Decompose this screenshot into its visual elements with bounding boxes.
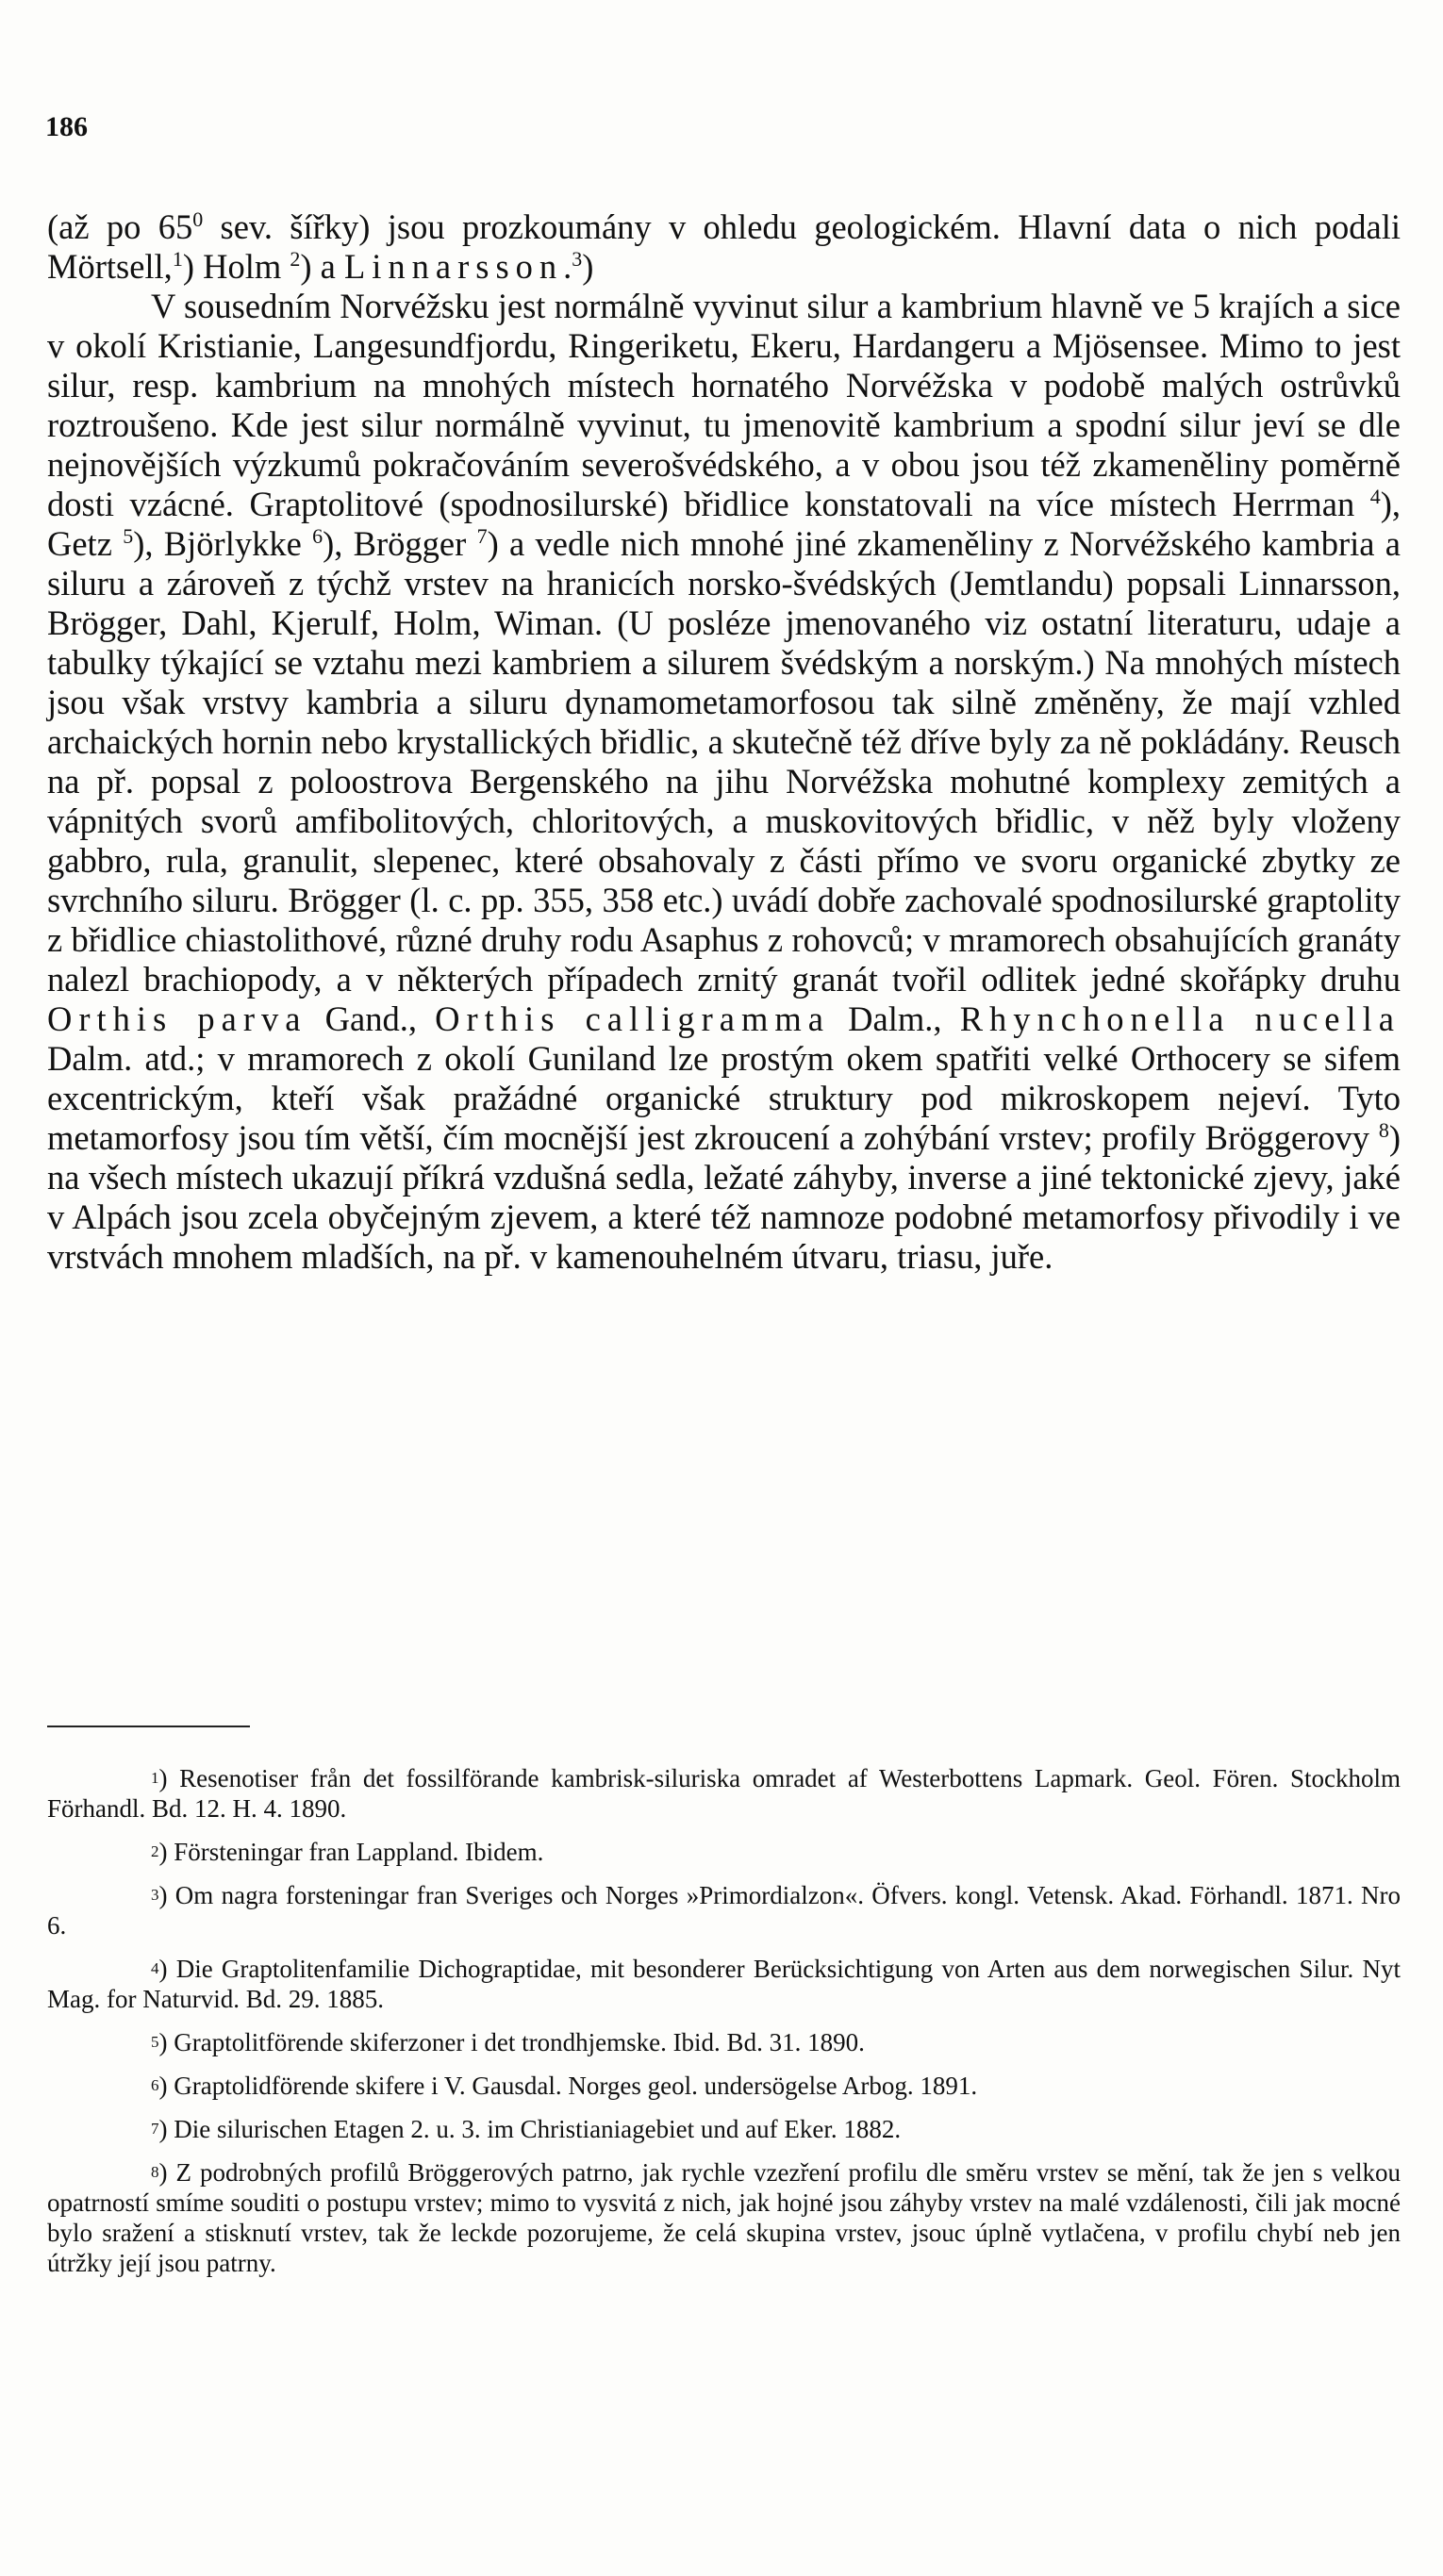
text-run: (až po 65	[47, 207, 193, 246]
footnote	[47, 2114, 1401, 2144]
paragraph	[47, 207, 1401, 287]
paragraph	[47, 287, 1401, 1277]
footnote-ref: 6	[312, 523, 323, 548]
page-number: 186	[45, 111, 88, 142]
footnote-mark: 8	[151, 2163, 159, 2181]
footnote-ref: 0	[192, 206, 204, 231]
text-run: ) a vedle nich mnohé jiné zkameněliny z Norvéžského kambria a siluru a zároveň z týchž vrstev na hranicích norsko-švédských (Jemtlandu) popsali Linnarsson, Brögger, Dahl, Kjerulf, Holm, Wiman. (U posléze jmenovaného viz ostatní literaturu, udaje a tabulky týkající se vztahu mezi kambriem a silurem švédským a norským.) Na mnohých místech jsou však vrstvy kambria a siluru dynamometamorfosou tak silně změněny, že mají vzhled archaických hornin nebo krystallických břidlic, a skutečně též dříve byly za ně pokládány. Reusch na př. popsal z poloostrova Bergenského na jihu Norvéžska mohutné komplexy zemitých a vápnitých svorů amfibolitových, chloritových, a muskovitových břidlic, v něž byly vloženy gabbro, rula, granulit, slepenec, které obsahovaly z části přímo ve svoru organické zbytky ze svrchního siluru. Brögger (l. c. pp. 355, 358 etc.) uvádí dobře zachovalé spodnosilurské graptolity z břidlice chiastolithové, různé druhy rodu Asaphus z rohovců; v mramorech obsahujících granáty nalezl brachiopody, a v některých případech zrnitý granát tvořil odlitek jedné skořápky druhu	[47, 524, 1401, 999]
footnote-ref: 1	[172, 246, 183, 271]
text-run: .	[563, 247, 572, 286]
text-run: V sousedním Norvéžsku jest normálně vyvinut silur a kambrium hlavně ve 5 krajích a sice v okolí Kristianie, Langesundfjordu, Ringeriketu, Ekeru, Hardangeru a Mjösensee. Mimo to jest silur, resp. kambrium na mnohých místech hornatého Norvéžska v podobě malých ostrůvků roztroušeno. Kde jest silur normálně vyvinut, tu jmenovitě kambrium a spodní silur jeví se dle nejnovějších výzkumů pokračováním severošvédského, a v obou jsou též zkameněliny poměrně dosti vzácné. Graptolitové (spodnosilurské) břidlice konstatovali na více místech Herrman	[47, 287, 1401, 523]
footnote-mark: 3	[151, 1886, 159, 1904]
footnote	[47, 1880, 1401, 1940]
footnote-ref: 8	[1378, 1117, 1389, 1142]
footnote-mark: 4	[151, 1959, 159, 1977]
footnote-ref: 3	[572, 246, 583, 271]
footnote-mark: 2	[151, 1842, 159, 1860]
footnote-ref: 5	[123, 523, 134, 548]
footnote	[47, 2071, 1401, 2101]
text-run: ) Holm	[182, 247, 290, 286]
footnote-text: ) Graptolidförende skifere i V. Gausdal. Norges geol. undersögelse Arbog. 1891.	[158, 2072, 978, 2100]
footnote	[47, 1763, 1401, 1824]
footnote-mark: 5	[151, 2033, 159, 2051]
body-text	[47, 207, 1401, 1277]
footnote-text: ) Die Graptolitenfamilie Dichograptidae, mit besonderer Berücksichtigung von Arten aus dem norwegischen Silur. Nyt Mag. for Naturvid. Bd. 29. 1885.	[47, 1955, 1401, 2013]
footnote-ref: 4	[1369, 484, 1381, 508]
text-run: sev. šířky) jsou prozkoumány v ohledu geologickém. Hlavní data o nich podali Mörtsell,	[47, 207, 1401, 286]
footnote-text: ) Die silurischen Etagen 2. u. 3. im Christianiagebiet und auf Eker. 1882.	[158, 2115, 902, 2143]
footnote	[47, 2157, 1401, 2278]
species-name: Orthis calligramma	[435, 999, 830, 1038]
text-run: ) a	[300, 247, 344, 286]
text-run: ), Brögger	[323, 524, 477, 563]
footnote	[47, 1954, 1401, 2014]
footnote-text: ) Resenotiser från det fossilförande kambrisk-siluriska omradet af Westerbottens Lapmark. Geol. Fören. Stockholm Förhandl. Bd. 12. H. 4. 1890.	[47, 1764, 1401, 1823]
footnote-ref: 7	[476, 523, 488, 548]
footnote-text: ) Om nagra forsteningar fran Sveriges och Norges »Primordialzon«. Öfvers. kongl. Vetensk. Akad. Förhandl. 1871. Nro 6.	[47, 1881, 1401, 1940]
footnote-text: ) Z podrobných profilů Bröggerových patrno, jak rychle vzezření profilu dle směru vrstev se mění, tak že jen s velkou opatrností smíme souditi o postupu vrstev; mimo to vysvitá z nich, jak hojné jsou záhyby vrstev na malé vzdálenosti, čili jak mocné bylo sražení a stisknutí vrstev, tak že leckde pozorujeme, že celá skupina vrstev, jsouc úplně vytlačena, v profilu chybí neb jen útržky její jsou patrny.	[47, 2158, 1401, 2277]
footnote	[47, 2027, 1401, 2057]
text-run: ) na všech místech ukazují příkrá vzdušná sedla, ležaté záhyby, inverse a jiné tektonické zjevy, jaké v Alpách jsou zcela obyčejným zjevem, a které též namnoze podobné metamorfosy přivodily i ve vrstvách mnohem mladších, na př. v kamenouhelném útvaru, triasu, juře.	[47, 1118, 1401, 1276]
footnote-mark: 6	[151, 2076, 159, 2094]
footnote-mark: 7	[151, 2120, 159, 2138]
footnote	[47, 1837, 1401, 1867]
species-name: Linnarsson	[343, 247, 564, 286]
footnote-text: ) Försteningar fran Lappland. Ibidem.	[158, 1838, 544, 1866]
text-run: Dalm. atd.; v mramorech z okolí Guniland lze prostým okem spatřiti velké Orthocery se sifem excentrickým, kteří však pražádné organické struktury pod mikroskopem nejeví. Tyto metamorfosy jsou tím větší, čím mocnější jest zkroucení a zohýbání vrstev; profily Bröggerovy	[47, 1039, 1401, 1157]
text-run: ), Getz	[47, 485, 1401, 563]
species-name: Orthis parva	[47, 999, 307, 1038]
text-run: Gand.,	[307, 999, 436, 1038]
footnote-ref: 2	[290, 246, 301, 271]
footnote-text: ) Graptolitförende skiferzoner i det trondhjemske. Ibid. Bd. 31. 1890.	[158, 2028, 865, 2056]
text-run: Dalm.,	[830, 999, 960, 1038]
footnote-separator	[47, 1726, 250, 1727]
text-run: ), Björlykke	[133, 524, 313, 563]
footnotes	[47, 1763, 1401, 2291]
footnote-mark: 1	[151, 1769, 159, 1787]
text-run: )	[582, 247, 594, 286]
species-name: Rhynchonella nucella	[959, 999, 1401, 1038]
